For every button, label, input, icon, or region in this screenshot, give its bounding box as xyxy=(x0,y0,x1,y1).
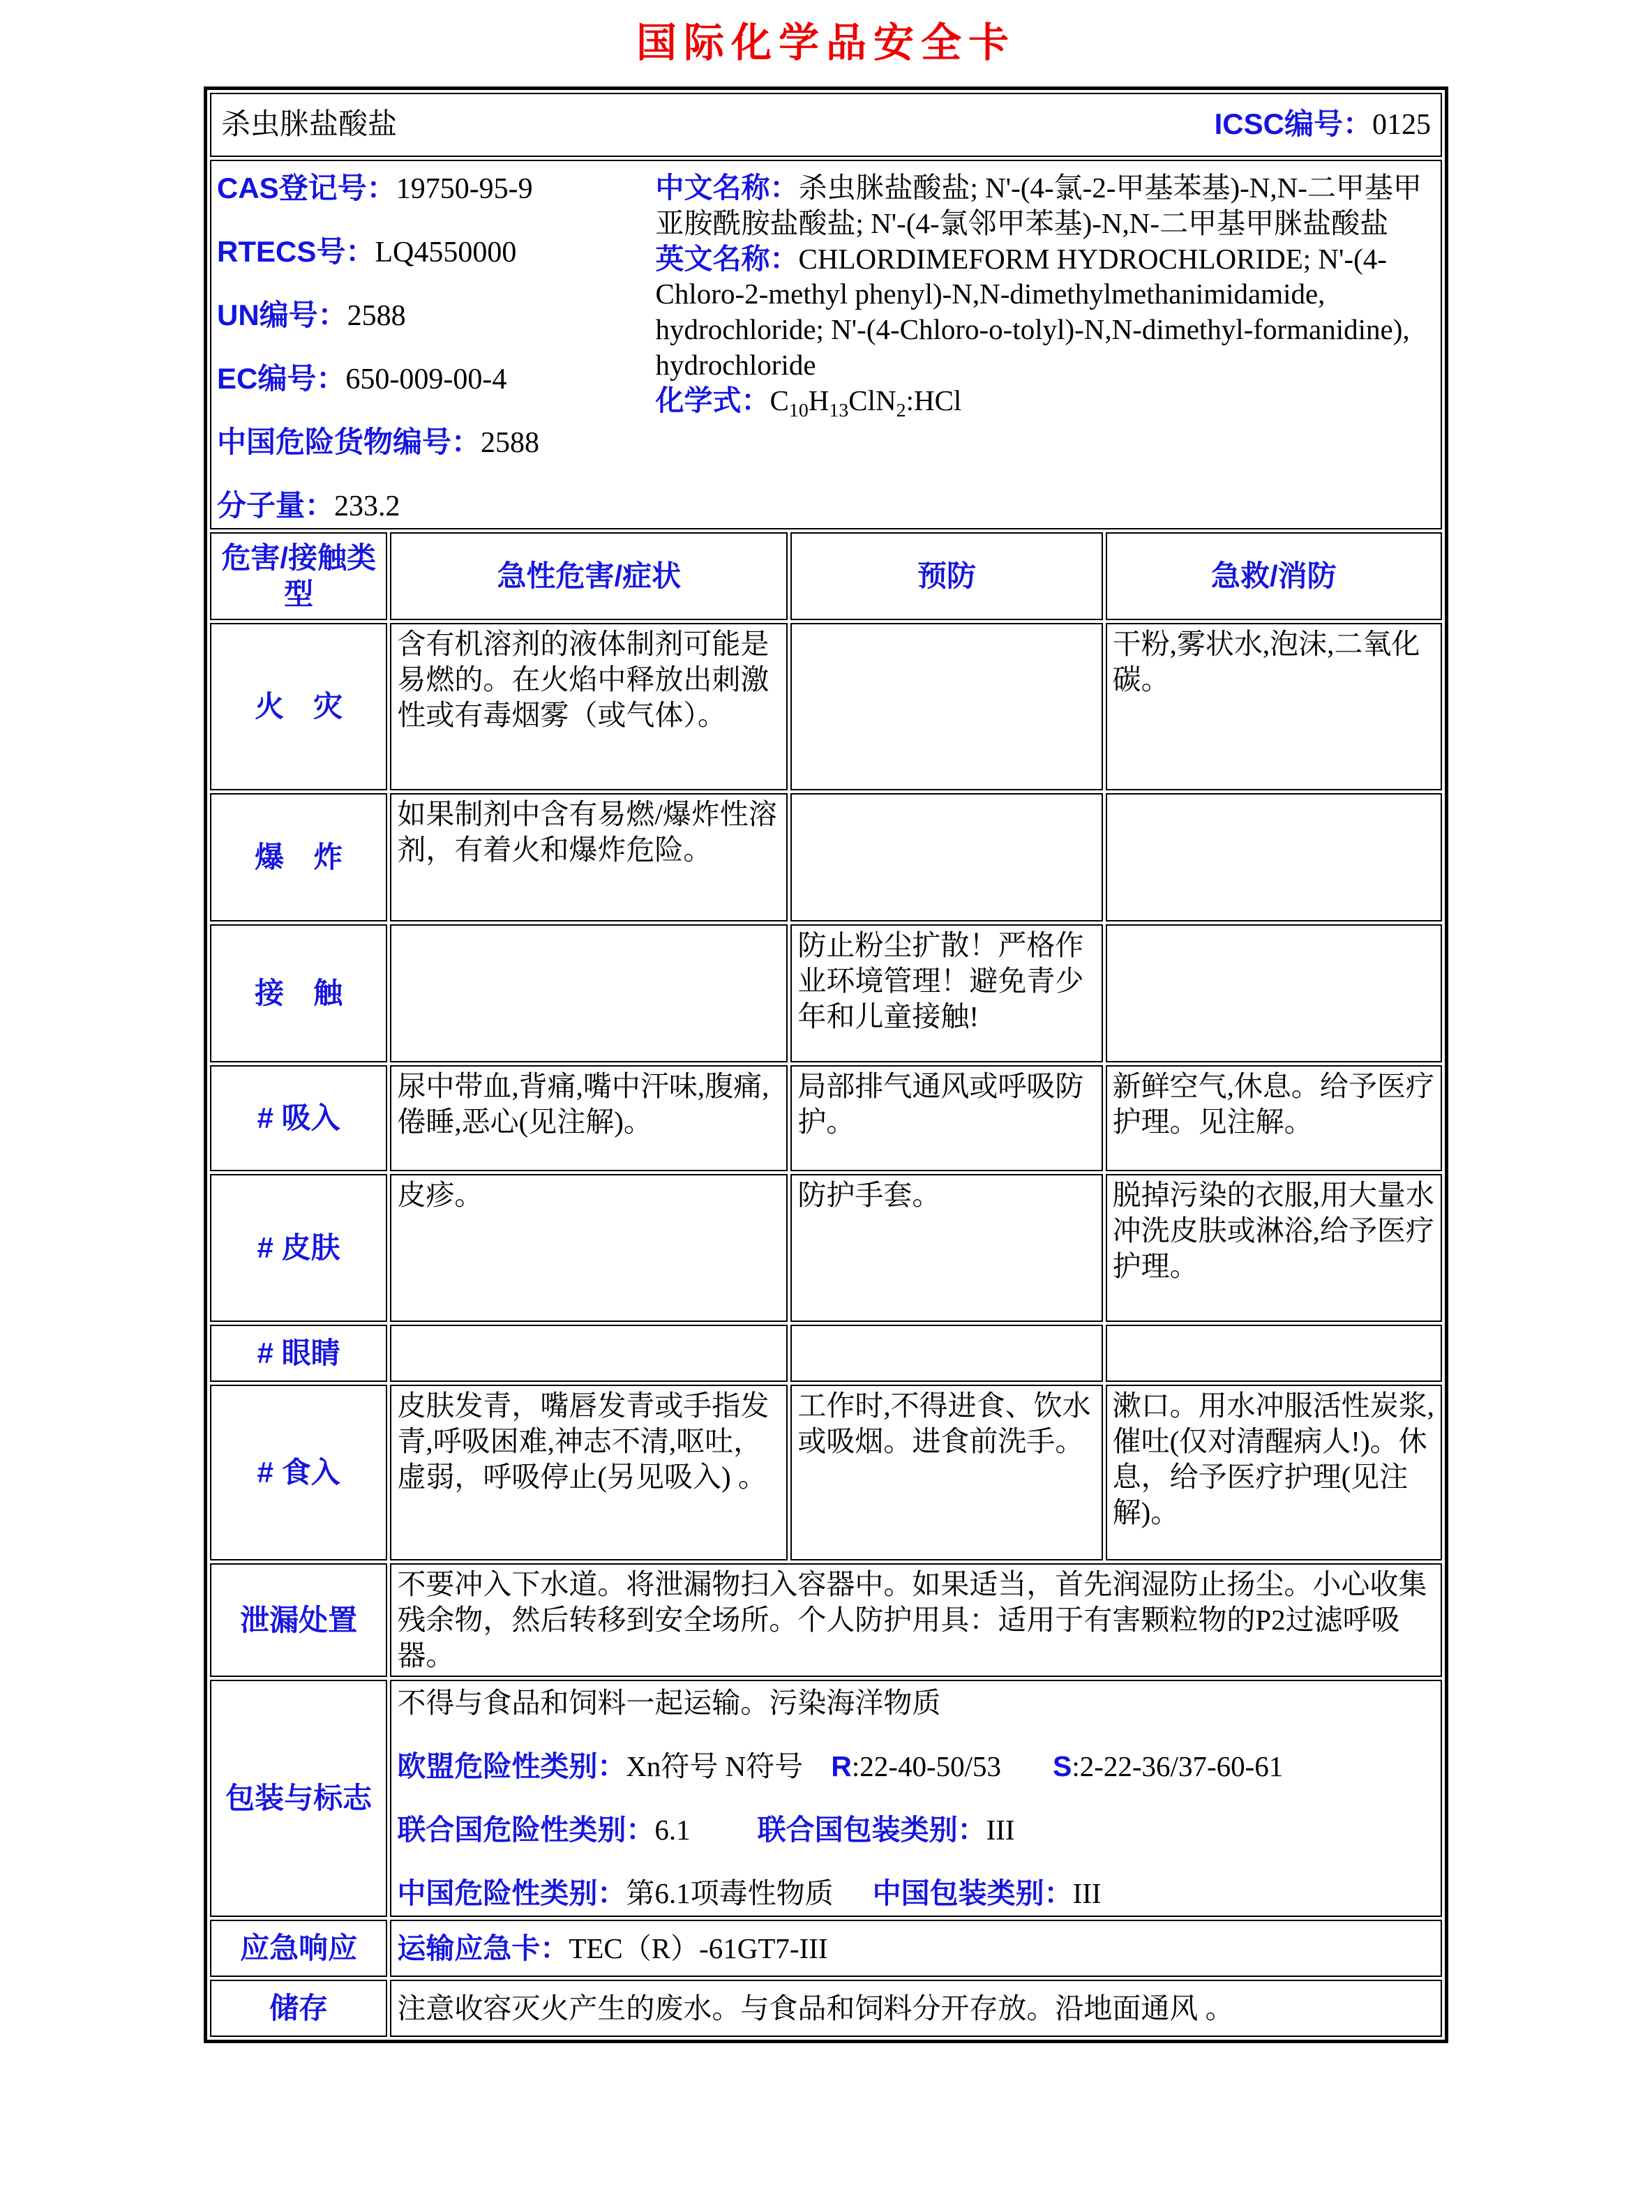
packaging-row xyxy=(210,1680,1442,1917)
contact-row xyxy=(210,924,1442,1062)
emergency-label: 应急响应 xyxy=(210,1920,387,1977)
explosion-row xyxy=(210,793,1442,921)
header-acute-hazards: 急性危害/症状 xyxy=(390,532,788,620)
inhalation-row xyxy=(210,1065,1442,1171)
ingestion-row xyxy=(210,1385,1442,1560)
chemical-name: 杀虫脒盐酸盐 xyxy=(221,108,398,141)
un-classification: 联合国危险性类别：6.1 联合国包装类别：III xyxy=(397,1813,1015,1846)
storage-row xyxy=(210,1980,1442,2037)
eyes-symptoms xyxy=(390,1325,788,1382)
name-list xyxy=(656,163,1435,526)
fire-prevention xyxy=(790,623,1102,790)
icsc-card-table xyxy=(204,86,1448,2043)
identifier-list xyxy=(217,163,656,526)
explosion-label: 爆 炸 xyxy=(210,793,387,921)
ingestion-label: # 食入 xyxy=(210,1385,387,1560)
rtecs-number: RTECS号：LQ4550000 xyxy=(217,235,517,269)
packaging-content xyxy=(390,1680,1442,1917)
identification-row xyxy=(210,160,1442,529)
china-dangerous-goods-number: 中国危险货物编号：2588 xyxy=(217,426,540,460)
ingestion-symptoms: 皮肤发青，嘴唇发青或手指发青,呼吸困难,神志不清,呕吐，虚弱，呼吸停止(另见吸入) 。 xyxy=(390,1385,788,1560)
header-first-aid: 急救/消防 xyxy=(1106,532,1442,620)
skin-prevention: 防护手套。 xyxy=(790,1174,1102,1322)
hazard-header-row xyxy=(210,532,1442,620)
contact-symptoms xyxy=(390,924,788,1062)
icsc-number-label: ICSC编号： xyxy=(1214,107,1372,141)
fire-label: 火 灾 xyxy=(210,623,387,790)
identification-cell xyxy=(210,160,1442,529)
skin-symptoms: 皮疹。 xyxy=(390,1174,788,1322)
page-title: 国际化学品安全卡 xyxy=(636,20,1016,66)
contact-prevention: 防止粉尘扩散！严格作业环境管理！避免青少年和儿童接触! xyxy=(790,924,1102,1062)
ingestion-prevention: 工作时,不得进食、饮水或吸烟。进食前洗手。 xyxy=(790,1385,1102,1560)
skin-first-aid: 脱掉污染的衣服,用大量水冲洗皮肤或淋浴,给予医疗护理。 xyxy=(1106,1174,1442,1322)
name-cell xyxy=(210,93,1442,157)
chemical-formula: 化学式：$C_{10}H_{13}ClN_2:HCl$ xyxy=(655,384,962,422)
fire-first-aid: 干粉,雾状水,泡沫,二氧化碳。 xyxy=(1106,623,1442,790)
ingestion-first-aid: 漱口。用水冲服活性炭浆,催吐(仅对清醒病人!)。休息，给予医疗护理(见注解)。 xyxy=(1106,1385,1442,1560)
icsc-number-value: 0125 xyxy=(1372,109,1431,142)
explosion-symptoms: 如果制剂中含有易燃/爆炸性溶剂，有着火和爆炸危险。 xyxy=(390,793,788,921)
explosion-first-aid xyxy=(1106,793,1442,921)
molecular-weight: 分子量：233.2 xyxy=(217,489,400,523)
inhalation-label: # 吸入 xyxy=(210,1065,387,1171)
fire-symptoms: 含有机溶剂的液体制剂可能是易燃的。在火焰中释放出刺激性或有毒烟雾（或气体）。 xyxy=(390,623,788,790)
eyes-first-aid xyxy=(1106,1325,1442,1382)
spill-label: 泄漏处置 xyxy=(210,1563,387,1676)
ec-number: EC编号：650-009-00-4 xyxy=(217,362,507,396)
eyes-row xyxy=(210,1325,1442,1382)
skin-label: # 皮肤 xyxy=(210,1174,387,1322)
inhalation-first-aid: 新鲜空气,休息。给予医疗护理。见注解。 xyxy=(1106,1065,1442,1171)
inhalation-prevention: 局部排气通风或呼吸防护。 xyxy=(790,1065,1102,1171)
spill-text: 不要冲入下水道。将泄漏物扫入容器中。如果适当，首先润湿防止扬尘。小心收集残余物，然后转移到安全场所。个人防护用具：适用于有害颗粒物的P2过滤呼吸器。 xyxy=(390,1563,1442,1676)
emergency-content: 运输应急卡：TEC（R）-61GT7-III xyxy=(390,1920,1442,1977)
cn-classification: 中国危险性类别：第6.1项毒性物质 中国包装类别：III xyxy=(397,1876,1102,1909)
transport-note: 不得与食品和饲料一起运输。污染海洋物质 xyxy=(397,1687,941,1720)
name-row xyxy=(210,93,1442,157)
contact-label: 接 触 xyxy=(210,924,387,1062)
packaging-label: 包装与标志 xyxy=(210,1680,387,1917)
header-prevention: 预防 xyxy=(790,532,1102,620)
eyes-label: # 眼睛 xyxy=(210,1325,387,1382)
spill-row xyxy=(210,1563,1442,1676)
eyes-prevention xyxy=(790,1325,1102,1382)
fire-row xyxy=(210,623,1442,790)
cas-number: CAS登记号：19750-95-9 xyxy=(217,172,533,205)
header-hazard-type: 危害/接触类型 xyxy=(210,532,387,620)
english-name: 英文名称：CHLORDIMEFORM HYDROCHLORIDE; N'-(4-Chloro-2-methyl phenyl)-N,N-dimethylmethanimidamide, hydrochloride; N'-(4-Chloro-o-tolyl)-N,N-dimethyl-formanidine), hydrochloride xyxy=(655,242,1410,382)
storage-text: 注意收容灭火产生的废水。与食品和饲料分开存放。沿地面通风 。 xyxy=(390,1980,1442,2037)
un-number: UN编号：2588 xyxy=(217,299,406,333)
chinese-name: 中文名称：杀虫脒盐酸盐; N'-(4-氯-2-甲基苯基)-N,N-二甲基甲亚胺酰胺盐酸盐; N'-(4-氯邻甲苯基)-N,N-二甲基甲脒盐酸盐 xyxy=(655,172,1422,239)
inhalation-symptoms: 尿中带血,背痛,嘴中汗味,腹痛,倦睡,恶心(见注解)。 xyxy=(390,1065,788,1171)
eu-classification: 欧盟危险性类别：Xn符号 N符号 R:22-40-50/53 S:2-22-36/37-60-61 xyxy=(397,1750,1284,1783)
skin-row xyxy=(210,1174,1442,1322)
icsc-number-group xyxy=(1215,106,1431,143)
emergency-row xyxy=(210,1920,1442,1977)
chemical-formula-value: $C_{10}H_{13}ClN_2:HCl$ xyxy=(769,384,962,422)
contact-first-aid xyxy=(1106,924,1442,1062)
storage-label: 储存 xyxy=(210,1980,387,2037)
explosion-prevention xyxy=(790,793,1102,921)
